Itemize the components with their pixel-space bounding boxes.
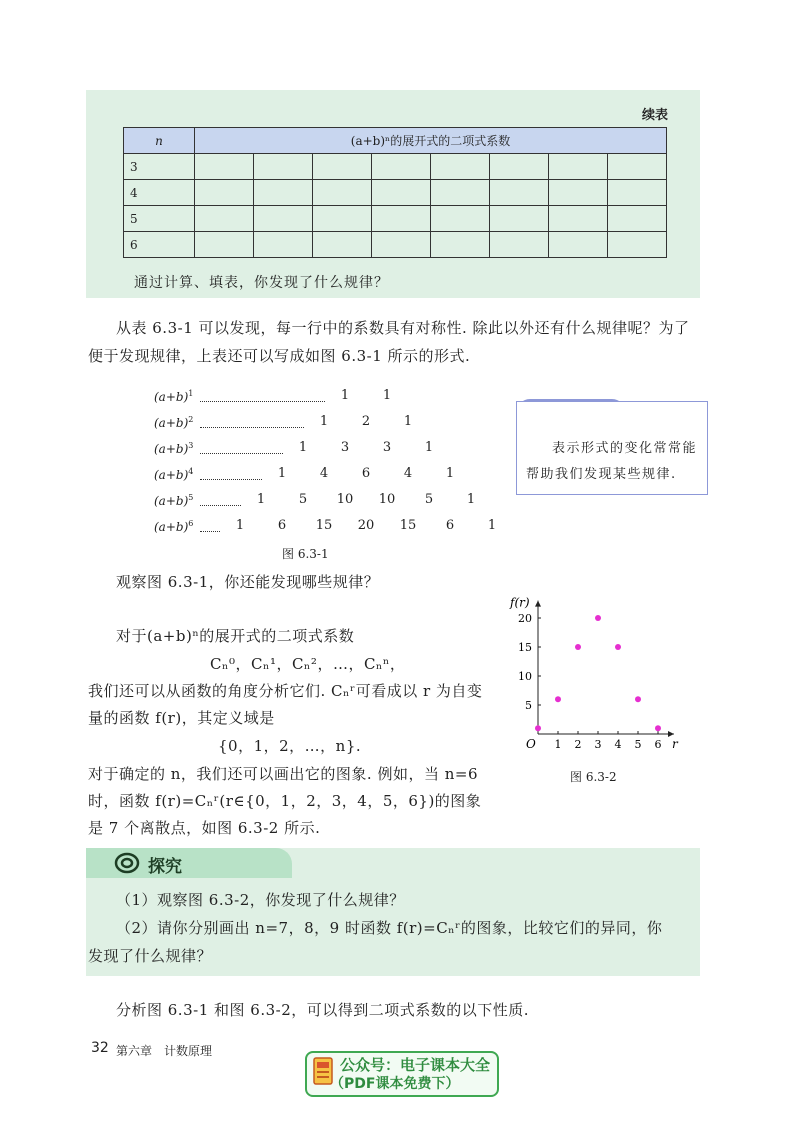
data-point bbox=[575, 644, 581, 650]
scatter-chart bbox=[500, 590, 700, 790]
dot-leader bbox=[200, 505, 241, 506]
paragraph-line: 我们还可以从函数的角度分析它们. Cₙʳ可看成以 r 为自变 bbox=[88, 682, 483, 700]
explore-title: 探究 bbox=[148, 857, 182, 877]
y-tick-label: 15 bbox=[518, 641, 532, 654]
y-axis-label: f(r) bbox=[510, 595, 530, 610]
power-label: $(a+b)^2$ bbox=[154, 415, 194, 430]
power-label: $(a+b)^3$ bbox=[154, 441, 194, 456]
coefficient-value: 1 bbox=[382, 388, 392, 403]
figure-caption: 图 6.3-1 bbox=[282, 547, 329, 561]
coefficient-value: 1 bbox=[256, 492, 266, 507]
table-header-n: n bbox=[124, 128, 195, 154]
coefficient-value: 5 bbox=[298, 492, 308, 507]
power-label: $(a+b)^1$ bbox=[154, 389, 194, 404]
data-point bbox=[615, 644, 621, 650]
coefficient-value: 10 bbox=[378, 492, 396, 507]
table-header-coefficients: (a+b)ⁿ的展开式的二项式系数 bbox=[195, 128, 667, 154]
coefficient-value: 3 bbox=[340, 440, 350, 455]
coefficient-value: 15 bbox=[315, 518, 333, 533]
row-n: 4 bbox=[124, 180, 195, 206]
data-point bbox=[595, 615, 601, 621]
data-point bbox=[535, 725, 541, 731]
x-tick-label: 5 bbox=[634, 738, 642, 751]
chart-caption: 图 6.3-2 bbox=[570, 770, 617, 784]
explore-icon bbox=[114, 852, 140, 874]
coefficient-value: 1 bbox=[487, 518, 497, 533]
dot-leader bbox=[200, 479, 262, 480]
formula-line: Cₙ⁰，Cₙ¹，Cₙ²，…，Cₙⁿ， bbox=[210, 655, 406, 673]
page-number: 32 bbox=[91, 1040, 109, 1056]
data-point bbox=[655, 725, 661, 731]
dot-leader bbox=[200, 401, 325, 402]
x-tick-label: 4 bbox=[614, 738, 622, 751]
explore-question: （2）请你分别画出 n=7，8，9 时函数 f(r)=Cₙʳ的图象，比较它们的异同，你 bbox=[116, 919, 663, 937]
x-tick-label: 2 bbox=[574, 738, 582, 751]
row-n: 6 bbox=[124, 232, 195, 258]
table-row bbox=[124, 206, 667, 232]
explore-question: 发现了什么规律？ bbox=[88, 947, 213, 965]
binomial-coefficient-table bbox=[123, 127, 667, 258]
table-continuation-box bbox=[86, 90, 700, 298]
paragraph-line: 对于(a+b)ⁿ的展开式的二项式系数 bbox=[116, 627, 355, 645]
watermark-line: （PDF课本免费下） bbox=[330, 1076, 460, 1092]
x-tick-label: 6 bbox=[654, 738, 662, 751]
paragraph-line: 分析图 6.3-1 和图 6.3-2，可以得到二项式系数的以下性质. bbox=[116, 1001, 530, 1019]
coefficient-value: 20 bbox=[357, 518, 375, 533]
coefficient-value: 4 bbox=[319, 466, 329, 481]
coefficient-value: 6 bbox=[277, 518, 287, 533]
dot-leader bbox=[200, 453, 283, 454]
side-note-text: 表示形式的变化常常能帮助我们发现某些规律. bbox=[526, 441, 698, 482]
coefficient-value: 1 bbox=[445, 466, 455, 481]
coefficient-value: 6 bbox=[361, 466, 371, 481]
row-n: 5 bbox=[124, 206, 195, 232]
data-point bbox=[635, 696, 641, 702]
paragraph-line: 从表 6.3-1 可以发现，每一行中的系数具有对称性. 除此以外还有什么规律呢？为了 bbox=[116, 319, 690, 337]
power-label: $(a+b)^6$ bbox=[154, 519, 194, 534]
paragraph-line: 是 7 个离散点，如图 6.3-2 所示. bbox=[88, 819, 321, 837]
y-axis-arrow bbox=[535, 601, 541, 607]
coefficient-value: 5 bbox=[424, 492, 434, 507]
y-tick-label: 10 bbox=[518, 670, 532, 683]
coefficient-value: 6 bbox=[445, 518, 455, 533]
row-n: 3 bbox=[124, 154, 195, 180]
table-row bbox=[124, 154, 667, 180]
table-question: 通过计算、填表，你发现了什么规律？ bbox=[134, 275, 389, 291]
dot-leader bbox=[200, 531, 220, 532]
coefficient-value: 1 bbox=[298, 440, 308, 455]
coefficient-value: 2 bbox=[361, 414, 371, 429]
x-tick-label: 1 bbox=[554, 738, 562, 751]
x-tick-label: 3 bbox=[594, 738, 602, 751]
explore-question: （1）观察图 6.3-2，你发现了什么规律？ bbox=[116, 891, 405, 909]
coefficient-value: 1 bbox=[466, 492, 476, 507]
paragraph-line: 便于发现规律，上表还可以写成如图 6.3-1 所示的形式. bbox=[88, 347, 471, 365]
paragraph-line: 对于确定的 n，我们还可以画出它的图象. 例如，当 n=6 bbox=[88, 765, 479, 783]
table-row bbox=[124, 180, 667, 206]
x-axis-label: r bbox=[672, 737, 678, 751]
coefficient-value: 4 bbox=[403, 466, 413, 481]
coefficient-value: 1 bbox=[277, 466, 287, 481]
paragraph-line: 观察图 6.3-1，你还能发现哪些规律？ bbox=[116, 573, 380, 591]
paragraph-line: 量的函数 f(r)，其定义域是 bbox=[88, 709, 275, 727]
continued-table-label: 续表 bbox=[641, 108, 668, 123]
watermark-line: 公众号：电子课本大全 bbox=[340, 1056, 491, 1074]
power-label: $(a+b)^5$ bbox=[154, 493, 194, 508]
coefficient-value: 1 bbox=[319, 414, 329, 429]
coefficient-value: 1 bbox=[235, 518, 245, 533]
coefficient-value: 10 bbox=[336, 492, 354, 507]
table-row bbox=[124, 232, 667, 258]
y-tick-label: 20 bbox=[518, 612, 532, 625]
coefficient-value: 15 bbox=[399, 518, 417, 533]
formula-line: {0，1，2，…，n}. bbox=[218, 737, 362, 755]
data-point bbox=[555, 696, 561, 702]
power-label: $(a+b)^4$ bbox=[154, 467, 194, 482]
origin-label: O bbox=[526, 737, 536, 751]
chapter-label: 第六章 计数原理 bbox=[116, 1044, 213, 1058]
y-tick-label: 5 bbox=[525, 699, 532, 712]
coefficient-value: 1 bbox=[340, 388, 350, 403]
dot-leader bbox=[200, 427, 304, 428]
coefficient-value: 3 bbox=[382, 440, 392, 455]
paragraph-line: 时，函数 f(r)=Cₙʳ(r∈{0，1，2，3，4，5，6})的图象 bbox=[88, 792, 482, 810]
coefficient-value: 1 bbox=[403, 414, 413, 429]
coefficient-value: 1 bbox=[424, 440, 434, 455]
